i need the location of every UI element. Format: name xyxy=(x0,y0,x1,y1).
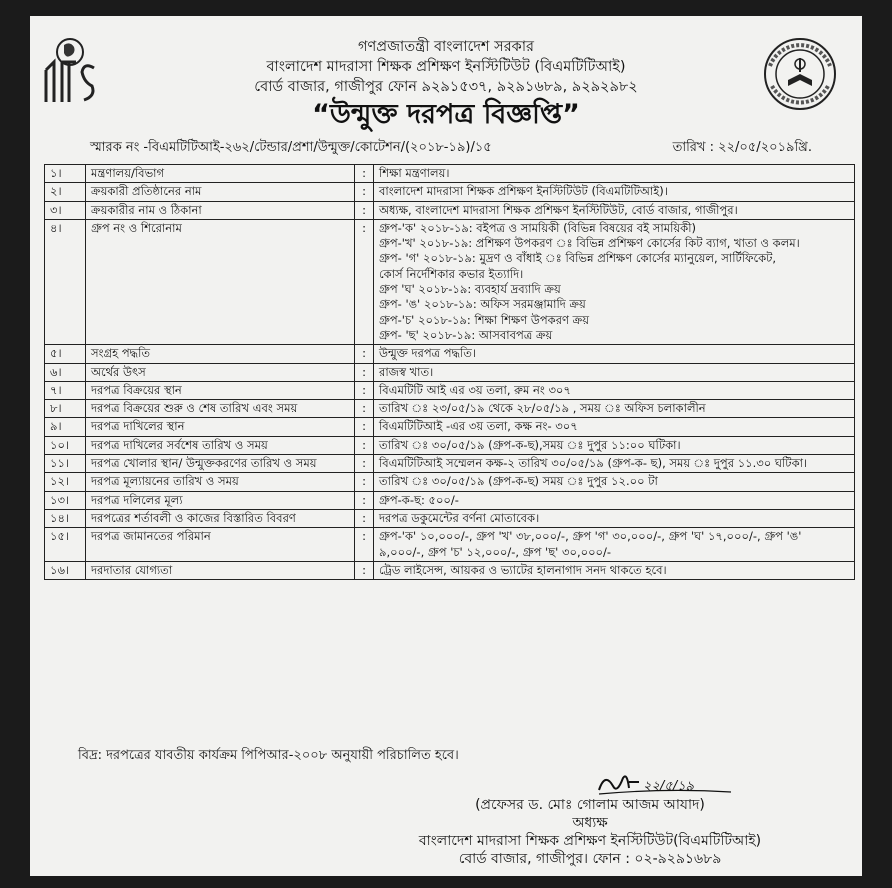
value-line: দরপত্র ডকুমেন্টের বর্ণনা মোতাবেক। xyxy=(379,510,540,525)
row-number: ১৫। xyxy=(45,528,86,562)
table-row xyxy=(45,473,855,491)
row-colon: : xyxy=(355,436,374,454)
row-colon: : xyxy=(355,528,374,562)
row-colon: : xyxy=(355,363,374,381)
row-number: ৮। xyxy=(45,400,86,418)
row-label: দরপত্র জামানতের পরিমান xyxy=(86,528,355,562)
row-label: ক্রয়কারীর নাম ও ঠিকানা xyxy=(86,201,355,219)
value-line: গ্রুপ-'ক' ২০১৮-১৯: বইপত্র ও সাময়িকী (বিভিন্ন বিষয়ের বই সাময়িকী) xyxy=(379,220,696,235)
memo-number: স্মারক নং -বিএমটিটিআই-২৬২/টেন্ডার/প্রশা/উন্মুক্ত/কোটেশন/(২০১৮-১৯)/১৫ xyxy=(90,140,492,155)
row-colon: : xyxy=(355,345,374,363)
row-label: মন্ত্রণালয়/বিভাগ xyxy=(86,165,355,183)
table-row xyxy=(45,561,855,579)
row-number: ৪। xyxy=(45,219,86,344)
row-value xyxy=(374,473,855,491)
row-value xyxy=(374,436,855,454)
row-number: ২। xyxy=(45,183,86,201)
value-line: গ্রুপ- 'ছ' ২০১৮-১৯: আসবাবপত্র ক্রয় xyxy=(379,327,553,342)
value-line: ট্রেড লাইসেন্স, আয়কর ও ভ্যাটের হালনাগাদ সনদ থাকতে হবে। xyxy=(379,562,667,577)
row-label: দরপত্র মূল্যায়নের তারিখ ও সময় xyxy=(86,473,355,491)
value-line: বাংলাদেশ মাদরাসা শিক্ষক প্রশিক্ষণ ইনস্টিটিউট (বিএমটিটিআই)। xyxy=(379,184,668,199)
row-value xyxy=(374,201,855,219)
row-colon: : xyxy=(355,381,374,399)
government-line: গণপ্রজাতন্ত্রী বাংলাদেশ সরকার xyxy=(357,39,534,55)
value-line: গ্রুপ-'চ' ২০১৮-১৯: শিক্ষা শিক্ষণ উপকরণ ক্রয় xyxy=(379,312,590,327)
row-colon: : xyxy=(355,561,374,579)
table-row xyxy=(45,219,855,344)
row-colon: : xyxy=(355,509,374,527)
row-number: ৬। xyxy=(45,363,86,381)
row-number: ৩। xyxy=(45,201,86,219)
signatory-institute: বাংলাদেশ মাদরাসা শিক্ষক প্রশিক্ষণ ইনস্টিটিউট(বিএমটিটিআই) xyxy=(418,833,762,849)
row-value xyxy=(374,345,855,363)
row-value xyxy=(374,509,855,527)
table-row xyxy=(45,491,855,509)
value-line: গ্রুপ- 'ঙ' ২০১৮-১৯: অফিস সরমঞ্জামাদি ক্রয় xyxy=(379,297,586,312)
row-label: দরপত্র দাখিলের সর্বশেষ তারিখ ও সময় xyxy=(86,436,355,454)
table-row xyxy=(45,381,855,399)
table-row xyxy=(45,400,855,418)
row-label: দরপত্র বিক্রয়ের স্থান xyxy=(86,381,355,399)
notice-title: “উন্মুক্ত দরপত্র বিজ্ঞপ্তি” xyxy=(312,99,580,130)
row-number: ৭। xyxy=(45,381,86,399)
value-line: গ্রুপ-ক-ছ: ৫০০/- xyxy=(379,492,459,507)
value-line: ৯,০০০/-, গ্রুপ 'চ' ১২,০০০/-, গ্রুপ 'ছ' ৩০,০০০/- xyxy=(379,544,612,559)
row-colon: : xyxy=(355,491,374,509)
row-number: ১০। xyxy=(45,436,86,454)
row-number: ১৩। xyxy=(45,491,86,509)
table-row xyxy=(45,418,855,436)
row-number: ১। xyxy=(45,165,86,183)
value-line: গ্রুপ- 'গ' ২০১৮-১৯: মুদ্রণ ও বাঁধাই ঃ বিভিন্ন প্রশিক্ষণ কোর্সের ম্যানুয়েল, সার্টিফিকেট, xyxy=(379,251,777,266)
value-line: তারিখ ঃ ৩০/০৫/১৯ (গ্রুপ-ক-ছ) সময় ঃ দুপুর ১২.০০ টা xyxy=(379,474,658,489)
row-value xyxy=(374,219,855,344)
row-label: দরদাতার যোগ্যতা xyxy=(86,561,355,579)
notice-date: তারিখ : ২২/০৫/২০১৯খ্রি. xyxy=(672,140,812,155)
row-label: দরপত্র খোলার স্থান/ উন্মুক্তকরণের তারিখ ও সময় xyxy=(86,455,355,473)
table-row xyxy=(45,436,855,454)
row-value xyxy=(374,491,855,509)
value-line: উন্মুক্ত দরপত্র পদ্ধতি। xyxy=(379,346,477,361)
row-colon: : xyxy=(355,473,374,491)
row-value xyxy=(374,400,855,418)
row-number: ১২। xyxy=(45,473,86,491)
value-line: বিএমটিটিআই -এর ৩য় তলা, কক্ষ নং- ৩০৭ xyxy=(379,419,578,434)
row-label: দরপত্র দাখিলের স্থান xyxy=(86,418,355,436)
row-colon: : xyxy=(355,201,374,219)
row-value xyxy=(374,381,855,399)
table-row xyxy=(45,509,855,527)
row-label: অর্থের উৎস xyxy=(86,363,355,381)
value-line: শিক্ষা মন্ত্রণালয়। xyxy=(379,166,450,180)
handwritten-signature xyxy=(595,768,735,798)
table-row xyxy=(45,345,855,363)
row-label: সংগ্রহ পদ্ধতি xyxy=(86,345,355,363)
institute-name: বাংলাদেশ মাদরাসা শিক্ষক প্রশিক্ষণ ইনস্টিটিউট (বিএমটিটিআই) xyxy=(266,59,626,75)
signatory-address: বোর্ড বাজার, গাজীপুর। ফোন : ০২-৯২৯১৬৮৯ xyxy=(458,851,722,867)
row-value xyxy=(374,418,855,436)
table-row xyxy=(45,528,855,562)
row-label: দরপত্র দলিলের মূল্য xyxy=(86,491,355,509)
row-label: দরপত্র বিক্রয়ের শুরু ও শেষ তারিখ এবং সময় xyxy=(86,400,355,418)
table-row xyxy=(45,183,855,201)
tender-details-table xyxy=(44,164,855,580)
value-line: তারিখ ঃ ৩০/০৫/১৯ (গ্রুপ-ক-ছ),সময় ঃ দুপুর ১১:০০ ঘটিকা। xyxy=(379,437,681,452)
table-row xyxy=(45,455,855,473)
row-value xyxy=(374,165,855,183)
value-line: তারিখ ঃ ২৩/০৫/১৯ থেকে ২৮/০৫/১৯ , সময় ঃ অফিস চলাকালীন xyxy=(379,401,706,416)
address-phone: বোর্ড বাজার, গাজীপুর ফোন ৯২৯১৫৩৭, ৯২৯১৬৮৯, ৯২৯২৯৮২ xyxy=(254,79,638,95)
row-number: ৫। xyxy=(45,345,86,363)
signatory-designation: অধ্যক্ষ xyxy=(572,815,608,831)
row-colon: : xyxy=(355,400,374,418)
row-label: দরপত্রের শর্তাবলী ও কাজের বিস্তারিত বিবরণ xyxy=(86,509,355,527)
row-label: ক্রয়কারী প্রতিষ্ঠানের নাম xyxy=(86,183,355,201)
row-value xyxy=(374,455,855,473)
row-number: ১৪। xyxy=(45,509,86,527)
row-colon: : xyxy=(355,455,374,473)
value-line: গ্রুপ 'ঘ' ২০১৮-১৯: ব্যবহার্য দ্রব্যাদি ক্রয় xyxy=(379,282,561,297)
row-number: ৯। xyxy=(45,418,86,436)
table-row xyxy=(45,165,855,183)
value-line: বিএমটিটিআই সম্মেলন কক্ষ-২ তারিখ ৩০/০৫/১৯ (গ্রুপ-ক- ছ), সময় ঃ দুপুর ১১.৩০ ঘটিকা। xyxy=(379,456,808,471)
row-value xyxy=(374,561,855,579)
row-value xyxy=(374,363,855,381)
row-colon: : xyxy=(355,418,374,436)
row-value xyxy=(374,183,855,201)
row-number: ১৬। xyxy=(45,561,86,579)
table-row xyxy=(45,363,855,381)
row-label: গ্রুপ নং ও শিরোনাম xyxy=(86,219,355,344)
tender-notice-document xyxy=(30,16,862,876)
signature-date: ২২/৫/১৯ xyxy=(643,779,694,794)
row-colon: : xyxy=(355,165,374,183)
table-row xyxy=(45,201,855,219)
footnote: বিদ্র: দরপত্রের যাবতীয় কার্যক্রম পিপিআর-২০০৮ অনুযায়ী পরিচালিত হবে। xyxy=(78,748,459,763)
value-line: গ্রুপ-'খ' ২০১৮-১৯: প্রশিক্ষণ উপকরণ ঃ বিভিন্ন প্রশিক্ষণ কোর্সের কিট ব্যাগ, খাতা ও কলম। xyxy=(379,236,800,251)
value-line: অধ্যক্ষ, বাংলাদেশ মাদরাসা শিক্ষক প্রশিক্ষণ ইনস্টিটিউট, বোর্ড বাজার, গাজীপুর। xyxy=(379,202,738,217)
signatory-name: (প্রফেসর ড. মোঃ গোলাম আজম আযাদ) xyxy=(475,797,705,813)
value-line: বিএমটিটি আই এর ৩য় তলা, রুম নং ৩০৭ xyxy=(379,382,571,397)
row-colon: : xyxy=(355,183,374,201)
row-colon: : xyxy=(355,219,374,344)
value-line: রাজস্ব খাত। xyxy=(379,364,434,379)
row-number: ১১। xyxy=(45,455,86,473)
row-value xyxy=(374,528,855,562)
value-line: কোর্স নির্দেশিকার কভার ইত্যাদি। xyxy=(379,266,524,281)
value-line: গ্রুপ-'ক' ১০,০০০/-, গ্রুপ 'খ' ৩৮,০০০/-, গ্রুপ 'গ' ৩০,০০০/-, গ্রুপ 'ঘ' ১৭,০০০/-, গ্রুপ 'ঙ' xyxy=(379,529,802,544)
